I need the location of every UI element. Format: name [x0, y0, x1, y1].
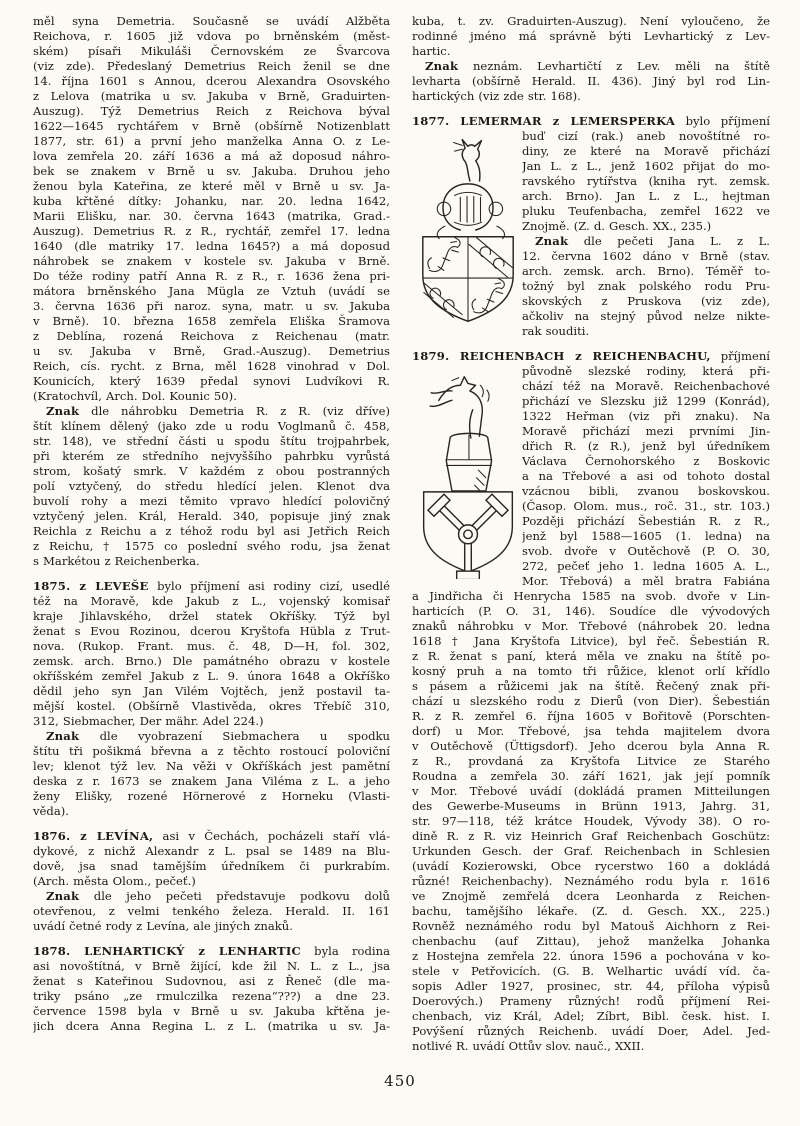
- text-line: 1622—1645 rychtářem v Brně (obšírně Notizenblatt: [33, 119, 390, 133]
- paragraph: [33, 579, 390, 729]
- text-line: jich dcera Anna Regina L. z L. (matrika u sv. Ja-: [33, 1019, 390, 1033]
- text-line: v Mor. Třebové uvádí (dokládá pramen Mitteilungen: [412, 784, 770, 798]
- text-line: notlivé R. uvádí Ottův slov. nauč., XXII.: [412, 1039, 645, 1053]
- text-line: ském) písaři Mikuláši Černovském ze Švarcova: [33, 44, 390, 58]
- text-line: Marii Elišku, nar. 30. června 1643 (matrika, Grad.-: [33, 209, 390, 223]
- text-line: ženat s Evou Rozinou, dcerou Kryštofa Hübla z Trut-: [33, 624, 390, 638]
- text-line: pluku Teufenbacha, zemřel 1622 ve: [522, 204, 770, 218]
- text-line: Moravě přichází mezi prvními Jin-: [522, 424, 770, 438]
- text-line: 12. června 1602 dáno v Brně (stav.: [522, 249, 770, 263]
- text-line: tožný byl znak polského rodu Pru-: [522, 279, 770, 293]
- quartered-shield: [423, 237, 513, 322]
- text-line: Povýšení různých Reichenb. uvádí Doer, Adel. Jed-: [412, 1024, 770, 1038]
- text-line: kuba, t. zv. Graduirten-Auszug). Není vyloučeno, že: [412, 14, 770, 28]
- text-line: Znojmě. (Z. d. Gesch. XX., 235.): [522, 219, 712, 233]
- text-line: ženy Elišky, rozené Hörnerové z Horneku (Vlasti-: [33, 789, 390, 803]
- text-line: při kterém ze středního nejvyššího pahrbku vyrůstá: [33, 449, 390, 463]
- text-line: des Gewerbe-Museums in Brünn 1913, Jahrg. 31,: [412, 799, 770, 813]
- text-line: v Outěchově (Üttigsdorf). Jeho dcerou byla Anna R.: [412, 739, 770, 753]
- paragraph: [522, 129, 770, 234]
- text-line: arch. zemsk. arch. Brno). Téměř to-: [522, 264, 770, 278]
- text-line: ravského rytířstva (kniha ryt. zemsk.: [522, 174, 770, 188]
- right-column-top-text: [412, 14, 770, 104]
- text-line: Reichova, r. 1605 již vdova po brněnském (měst-: [33, 29, 390, 43]
- text-line: harticích (P. O. 31, 146). Soudíce dle vývodových: [412, 604, 770, 618]
- text-line: štít klínem dělený (jako zde u rodu Voglmanů č. 458,: [33, 419, 390, 433]
- reichenbach-coat-of-arms-illustration: [418, 367, 518, 579]
- text-line: z Deblína, rozená Reichova z Reichenau (matr.: [33, 329, 390, 343]
- paragraph: [33, 14, 390, 404]
- paragraph: [33, 944, 390, 1034]
- text-line: s Markétou z Reichenberka.: [33, 554, 200, 568]
- text-line: arch. Brno). Jan L. z L., hejtman: [522, 189, 770, 203]
- text-line: dorf) u Mor. Třebové, jsa tehda majitelem dvora: [412, 724, 770, 738]
- text-line: 14. října 1601 s Annou, dcerou Alexandra Osovského: [33, 74, 390, 88]
- horseshoe-icon: [492, 257, 506, 271]
- text-line: buvolí rohy a mezi těmito vpravo hledící polovičný: [33, 494, 390, 508]
- text-line: z R., provdaná za Kryštofa Litvice ze Starého: [412, 754, 770, 768]
- annulet-icon: [459, 525, 478, 544]
- page-number: 450: [384, 1072, 416, 1090]
- text-line: polí vztyčený, do středu hledící jelen. Klenot dva: [33, 479, 390, 493]
- paragraph: [412, 114, 770, 129]
- two-column-text: [33, 14, 770, 1054]
- text-line: Auszug). Týž Demetrius Reich z Reichova býval: [33, 104, 390, 118]
- text-line: z Reichu, † 1575 co poslední svého rodu, jsa ženat: [33, 539, 390, 553]
- lemermar-coat-of-arms-illustration: [418, 132, 518, 328]
- paragraph: [522, 364, 770, 589]
- text-line: kosný pruh a na tomto tři růžice, klenot orlí křídlo: [412, 664, 770, 678]
- text-line: ženou byla Kateřina, ze které měl v Brně u sv. Ja-: [33, 179, 390, 193]
- text-line: znaků náhrobku v Mor. Třebové (náhrobek 20. ledna: [412, 619, 770, 633]
- text-line: R. z R. zemřel 6. října 1605 v Bořitově (Porschten-: [412, 709, 770, 723]
- text-line: 272, pečeť jeho 1. ledna 1605 A. L.,: [522, 559, 770, 573]
- text-line: uvádí četné rody z Levína, ale jiných znaků.: [33, 919, 293, 933]
- text-line: (viz zde). Předeslaný Demetrius Reich ženil se dne: [33, 59, 390, 73]
- text-line: jenž byl 1588—1605 (1. ledna) na: [522, 529, 770, 543]
- text-line: Mor. Třebová) a měl bratra Fabiána: [522, 574, 770, 588]
- text-line: 312, Siebmacher, Der mähr. Adel 224.): [33, 714, 264, 728]
- text-line: ženat s Kateřinou Sudovnou, asi z Řeneč (dle ma-: [33, 974, 390, 988]
- text-line: v Brně). 10. března 1658 zemřela Eliška Šramova: [33, 314, 390, 328]
- text-line: mátora brněnského Jana Mügla ze Vztuh (uvádí se: [33, 284, 390, 298]
- text-line: (Kratochvíl, Arch. Dol. Kounic 50).: [33, 389, 237, 403]
- crest-marten-icon: [454, 140, 482, 181]
- great-helm-icon: [446, 433, 491, 491]
- text-line: přichází ve Slezsku již 1299 (Konrád),: [522, 394, 770, 408]
- text-line: původně slezské rodiny, která při-: [522, 364, 770, 378]
- text-line: dykové, z nichž Alexandr z L. psal se 1489 na Blu-: [33, 844, 390, 858]
- entry-1879-media-row: [412, 364, 770, 589]
- text-line: str. 148), ve střední části u spodu štítu trojpahrbek,: [33, 434, 390, 448]
- text-line: u sv. Jakuba v Brně, Grad.-Auszug). Demetrius: [33, 344, 390, 358]
- text-line: Rovněž neznámého rodu byl Matouš Aichhorn z Rei-: [412, 919, 770, 933]
- text-line: Urkunden Gesch. der Graf. Reichenbach in Schlesien: [412, 844, 770, 858]
- text-line: 1877, str. 61) a první jeho manželka Anna O. z Le-: [33, 134, 390, 148]
- text-line: 1618 † Jana Kryštofa Litvice), byl řeč. Šebestián R.: [412, 634, 770, 648]
- text-line: a Jindřicha či Henrycha 1585 na svob. dvoře v Lin-: [412, 589, 770, 603]
- text-line: diny, ze které na Moravě přichází: [522, 144, 770, 158]
- text-line: triky psáno „ze rmulczilka rezena“???) a dne 23.: [33, 989, 390, 1003]
- text-line: lova zemřela 20. září 1636 a má až doposud náhro-: [33, 149, 390, 163]
- text-line: Znak neznám. Levhartičtí z Lev. měli na štítě: [425, 59, 770, 73]
- paragraph: [412, 14, 770, 59]
- text-line: 1878. LENHARTICKÝ z LENHARTIC byla rodina: [33, 944, 390, 958]
- text-line: 1875. z LEVEŠE bylo příjmení asi rodiny cizí, usedlé: [33, 579, 390, 593]
- entry-1877-heading: [412, 114, 770, 129]
- text-line: (Časop. Olom. mus., roč. 31., str. 103.): [522, 499, 770, 513]
- text-line: Václava Černohorského z Boskovic: [522, 454, 770, 468]
- text-line: strom, košatý smrk. V každém z obou postranných: [33, 464, 390, 478]
- text-line: Reichla z Reichu a z téhož rodu byl asi Jetřich Reich: [33, 524, 390, 538]
- text-line: 1640 (dle matriky 17. ledna 1645?) a má doposud: [33, 239, 390, 253]
- text-line: okříšském zemřel Jakub z L. 9. února 1648 a Okříško: [33, 669, 390, 683]
- text-line: Doerových.) Prameny různých! rodů příjmení Rei-: [412, 994, 770, 1008]
- text-line: bek se znakem v Brně u sv. Jakuba. Druhou jeho: [33, 164, 390, 178]
- text-line: července 1598 byla v Brně u sv. Jakuba křtěna je-: [33, 1004, 390, 1018]
- horseshoe-icon: [478, 245, 492, 259]
- text-line: ačkoliv na stejný původ nelze nikte-: [522, 309, 770, 323]
- text-line: chází u slezského rodu z Dierů (von Dier). Šebestián: [412, 694, 770, 708]
- text-line: asi novoštítná, v Brně žijící, kde žil N. L. z L., jsa: [33, 959, 390, 973]
- text-line: chenbachu (auf Zittau), jehož manželka Johanka: [412, 934, 770, 948]
- paragraph: [412, 59, 770, 104]
- text-line: z Lelova (matrika u sv. Jakuba v Brně, Graduirten-: [33, 89, 390, 103]
- text-line: deska z r. 1673 se znakem Jana Viléma z L. a jeho: [33, 774, 390, 788]
- text-line: dřich R. (z R.), jenž byl úředníkem: [522, 439, 770, 453]
- text-line: dině R. z R. viz Heinrich Graf Reichenbach Goschütz:: [412, 829, 770, 843]
- text-line: dově, jsa snad tamějším úředníkem či purkrabím.: [33, 859, 390, 873]
- text-line: a na Třebové a asi od tohoto dostal: [522, 469, 770, 483]
- paragraph: [33, 829, 390, 889]
- text-line: stele v Petřovicích. (G. B. Welhartic uvádí víd. ča-: [412, 964, 770, 978]
- hammers-shield: [424, 492, 513, 579]
- text-line: lev; klenot týž lev. Na věži v Okříškách jest pamětní: [33, 759, 390, 773]
- text-line: str. 97—118, též krátce Houdek, Vývody 38). O ro-: [412, 814, 770, 828]
- text-line: s pásem a růžicemi jak na štítě. Řečený znak při-: [412, 679, 770, 693]
- text-line: mější kostel. (Obšírně Vlastivěda, okres Třebíč 310,: [33, 699, 390, 713]
- paragraph: [412, 349, 770, 364]
- text-line: Znak dle pečeti Jana L. z L.: [535, 234, 770, 248]
- text-line: 1322 Heřman (viz při znaku). Na: [522, 409, 770, 423]
- text-line: svob. dvoře v Outěchově (P. O. 30,: [522, 544, 770, 558]
- text-line: Roudna a zemřela 30. září 1621, jak její pomník: [412, 769, 770, 783]
- paragraph: [33, 729, 390, 819]
- entry-1879-body-narrow: [522, 364, 770, 589]
- text-line: zemsk. arch. Brno.) Dle památného obrazu v kostele: [33, 654, 390, 668]
- text-line: Auszug). Demetrius R. z R., rychtář, zemřel 17. ledna: [33, 224, 390, 238]
- marten-icon: [472, 278, 504, 313]
- text-line: kuba křtěné dítky: Johanku, nar. 20. ledna 1642,: [33, 194, 390, 208]
- text-line: věda).: [33, 804, 69, 818]
- text-line: náhrobek se znakem v kostele sv. Jakuba v Brně.: [33, 254, 390, 268]
- entry-1879-heading: [412, 349, 770, 364]
- entry-1879-body-full: [412, 589, 770, 1054]
- text-line: (uvádí Kozierowski, Obce rycerstwo 160 a dokládá: [412, 859, 770, 873]
- text-line: Kounicích, který 1639 předal synovi Ludvíkovi R.: [33, 374, 390, 388]
- entry-1879: [412, 349, 770, 1054]
- text-line: hartických (viz zde str. 168).: [412, 89, 581, 103]
- text-line: nova. (Rukop. Frant. mus. č. 48, D—H, fol. 302,: [33, 639, 390, 653]
- paragraph: [33, 404, 390, 569]
- text-line: kraje Jihlavského, držel statek Okříšky. Týž byl: [33, 609, 390, 623]
- text-line: Reich, cís. rycht. z Brna, měl 1628 vinohrad v Dol.: [33, 359, 390, 373]
- text-line: různé! Reichenbachy). Neznámého rodu byla r. 1616: [412, 874, 770, 888]
- text-line: chází též na Moravě. Reichenbachové: [522, 379, 770, 393]
- hammer-icon: [457, 543, 480, 579]
- text-line: Do téže rodiny patří Anna R. z R., r. 1636 žena pri-: [33, 269, 390, 283]
- text-line: sopis Adler 1927, prosinec, str. 44, příloha výpisů: [412, 979, 770, 993]
- left-column: [33, 14, 390, 1054]
- text-line: rak souditi.: [522, 324, 590, 338]
- text-line: rodinné jméno má správně býti Levhartický z Lev-: [412, 29, 770, 43]
- text-line: štítu tři pošikmá břevna a z těchto rostoucí poloviční: [33, 744, 390, 758]
- text-line: z Hostejna zemřela 22. února 1596 a pochována v ko-: [412, 949, 770, 963]
- helmet-icon: [437, 184, 504, 239]
- paragraph: [412, 589, 770, 1054]
- text-line: vztyčený jelen. Král, Herald. 340, popisuje jiný znak: [33, 509, 390, 523]
- text-line: dědil jeho syn Jan Vilém Vojtěch, jenž postavil ta-: [33, 684, 390, 698]
- text-line: hartic.: [412, 44, 451, 58]
- text-line: 3. června 1636 při naroz. syna, matr. u sv. Jakuba: [33, 299, 390, 313]
- text-line: chenbach, viz Král, Adel; Zíbrt, Bibl. česk. hist. I.: [412, 1009, 770, 1023]
- text-line: ve Znojmě zemřelá dcera Leonharda z Reichen-: [412, 889, 770, 903]
- reichenbach-coat-of-arms-figure: [412, 364, 522, 589]
- right-column: [412, 14, 770, 1054]
- text-line: též na Moravě, kde Jakub z L., vojenský komisař: [33, 594, 390, 608]
- paragraph: [522, 234, 770, 339]
- entry-1877: [412, 114, 770, 339]
- paragraph: [33, 889, 390, 934]
- text-line: z R. ženat s paní, která měla ve znaku na štítě po-: [412, 649, 770, 663]
- text-line: měl syna Demetria. Současně se uvádí Alžběta: [33, 14, 390, 28]
- text-line: (Arch. města Olom., pečeť.): [33, 874, 196, 888]
- text-line: 1879. REICHENBACH z REICHENBACHU, příjmení: [412, 349, 770, 363]
- text-line: Znak dle jeho pečeti představuje podkovu dolů: [46, 889, 390, 903]
- text-line: levharta (obšírně Herald. II. 436). Jiný byl rod Lin-: [412, 74, 770, 88]
- text-line: 1876. z LEVÍNA, asi v Čechách, pocházeli staří vlá-: [33, 829, 390, 843]
- marten-icon: [428, 237, 460, 272]
- text-line: Znak dle vyobrazení Siebmachera u spodku: [46, 729, 390, 743]
- entry-1877-body: [522, 129, 770, 339]
- text-line: Později přichází Šebestián R. z R.,: [522, 514, 770, 528]
- text-line: 1877. LEMERMAR z LEMERSPERKA bylo příjmení: [412, 114, 770, 128]
- entry-1877-media-row: [412, 129, 770, 339]
- text-line: otevřenou, z velmi tenkého železa. Herald. II. 161: [33, 904, 390, 918]
- lemermar-coat-of-arms-figure: [412, 129, 522, 339]
- text-line: vzácnou bibli, zvanou boskovskou.: [522, 484, 770, 498]
- crest-horse-icon: [430, 377, 489, 438]
- text-line: Jan L. z L., jenž 1602 přijat do mo-: [522, 159, 770, 173]
- text-line: bachu, tamějšího lékaře. (Z. d. Gesch. XX., 225.): [412, 904, 770, 918]
- text-line: buď cizí (rak.) aneb novoštítné ro-: [522, 129, 770, 143]
- text-line: Znak dle náhrobku Demetria R. z R. (viz dříve): [46, 404, 390, 418]
- text-line: skovských z Pruskova (viz zde),: [522, 294, 770, 308]
